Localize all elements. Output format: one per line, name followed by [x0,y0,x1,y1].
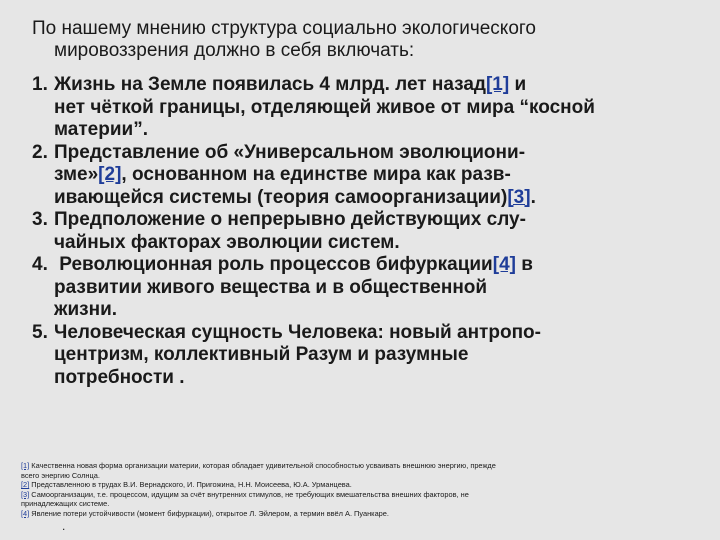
item-number: 3. [32,209,48,230]
item-text: зме» [54,164,99,185]
item-text: Представление об «Универсальном эволюциони- [54,141,526,163]
list-item-3 [32,209,704,254]
item-text: Революционная роль процессов бифуркации [54,254,493,275]
item-number: 1. [32,74,48,95]
item-text: , основанном на единстве мира как разв- [121,164,511,185]
item-text: материи”. [54,119,148,140]
intro-line-1: По нашему мнению структура социально экологического [32,18,536,39]
footnotes [21,461,701,519]
list-item-1 [32,74,704,142]
item-text: Человеческая сущность Человека: новый антропо- [54,321,541,343]
footnote-text: Явление потери устойчивости (момент бифуркации), открытое Л. Эйлером, а термин ввёл А. Пуанкаре. [29,508,389,518]
item-text: жизни. [54,299,118,320]
intro-paragraph [32,18,702,62]
footnote-ref-4[interactable]: [4] [21,508,30,518]
footnote-ref-2[interactable]: [2] [21,480,30,490]
item-text: Жизнь на Земле появилась 4 млрд. лет назад [54,74,486,95]
list-item-2 [32,142,704,210]
trailing-dot: . [62,519,66,533]
item-text: и [509,74,527,95]
item-text: в [515,254,533,275]
footnote-text: Качественна новая форма организации материи, которая обладает удивительной способностью усваивать внешнюю энергию, прежде [29,461,496,470]
item-number: 5. [32,321,48,343]
footnote-ref-1[interactable]: [1] [21,461,30,470]
footnote-text: Представленною в трудах В.И. Вернадского, И. Пригожина, Н.Н. Моисеева, Ю.А. Урманцева. [29,480,352,490]
item-text: чайных факторах эволюции систем. [54,231,400,253]
item-text: нет чёткой границы, отделяющей живое от мира “косной [54,96,595,118]
footnote-ref-3[interactable]: [3] [21,489,30,499]
footnote-link-1[interactable]: [1] [485,74,510,95]
numbered-list [32,74,704,389]
item-number: 4. [32,254,48,275]
item-text: развитии живого вещества и в общественной [54,276,488,298]
footnote-text: всего энергию Солнца. [21,470,100,480]
item-number: 2. [32,141,48,163]
footnote-link-4[interactable]: [4] [492,254,516,275]
footnote-text: принадлежащих системе. [21,499,110,509]
item-text: ивающейся системы (теория самоорганизации) [54,186,508,208]
item-text: центризм, коллективный Разум и разумные [54,344,469,365]
item-text: Предположение о непрерывно действующих слу- [54,209,526,230]
item-text: . [530,186,536,208]
intro-line-2: мировоззрения должно в себя включать: [54,40,415,61]
item-text: потребности . [54,366,185,388]
footnote-link-2[interactable]: [2] [98,164,122,185]
list-item-5 [32,322,704,390]
footnote-link-3[interactable]: [3] [507,186,531,208]
footnote-text: Самоорганизации, т.е. процессом, идущим за счёт внутренних стимулов, не требующих вмешательства внешних факторов, не [29,489,469,499]
list-item-4 [32,254,704,322]
